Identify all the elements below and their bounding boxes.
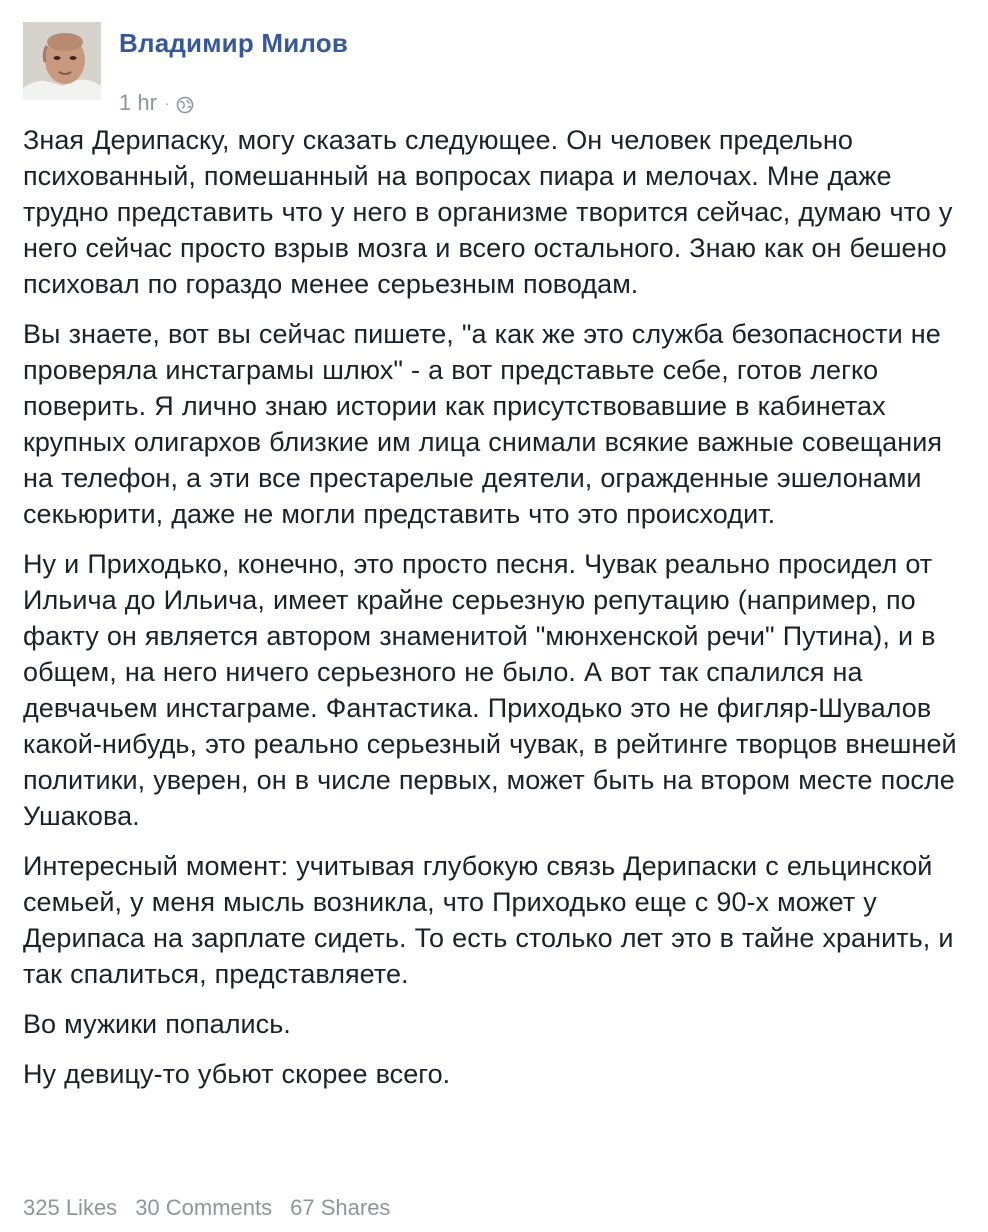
post-paragraph-5: Во мужики попались.	[23, 1009, 291, 1039]
post-header	[23, 22, 923, 115]
post-paragraph-6: Ну девицу-то убьют скорее всего.	[23, 1059, 451, 1089]
post-paragraph-2: Вы знаете, вот вы сейчас пишете, "а как же это служба безопасности не проверяла инстаграмы шлюх" - а вот представьте себе, готов легко поверить. Я лично знаю истории как присутствовавшие в кабинетах крупных олигархов близкие им лица снимали всякие важные совещания на телефон, а эти все престарелые деятели, огражденные эшелонами секьюрити, даже не могли представить что это происходит.	[23, 319, 943, 529]
shares-count[interactable]: 67 Shares	[290, 1195, 391, 1220]
likes-count[interactable]: 325 Likes	[23, 1195, 118, 1220]
avatar[interactable]	[23, 22, 101, 100]
post-meta	[119, 90, 194, 116]
comments-count[interactable]: 30 Comments	[135, 1195, 273, 1220]
author-name-link[interactable]: Владимир Милов	[119, 28, 349, 58]
post-paragraph-1: Зная Дерипаску, могу сказать следующее. Он человек предельно психованный, помешанный на вопросах пиара и мелочах. Мне даже трудно представить что у него в организме творится сейчас, думаю что у него сейчас просто взрыв мозга и всего остального. Знаю как он бешено психовал по гораздо менее серьезным поводам.	[23, 125, 953, 299]
post-paragraph-3: Ну и Приходько, конечно, это просто песня. Чувак реально просидел от Ильича до Ильича, имеет крайне серьезную репутацию (например, по факту он является автором знаменитой "мюнхенской речи" Путина), и в общем, на него ничего серьезного не было. А вот так спалился на девчачьем инстаграме. Фантастика. Приходько это не фигляр-Шувалов какой-нибудь, это реально серьезный чувак, в рейтинге творцов внешней политики, уверен, он в числе первых, может быть на втором месте после Ушакова.	[23, 549, 957, 831]
post-timestamp[interactable]: 1 hr	[119, 90, 157, 115]
post-body	[23, 122, 971, 1106]
globe-icon[interactable]	[176, 94, 194, 112]
avatar-image	[23, 22, 101, 100]
post-paragraph-4: Интересный момент: учитывая глубокую связь Дерипаски с ельцинской семьей, у меня мысль возникла, что Приходько еще с 90-х может у Дерипаса на зарплате сидеть. То есть столько лет это в тайне хранить, и так спалиться, представляете.	[23, 851, 954, 989]
post-stats	[23, 1195, 390, 1221]
meta-separator: ·	[164, 95, 170, 111]
